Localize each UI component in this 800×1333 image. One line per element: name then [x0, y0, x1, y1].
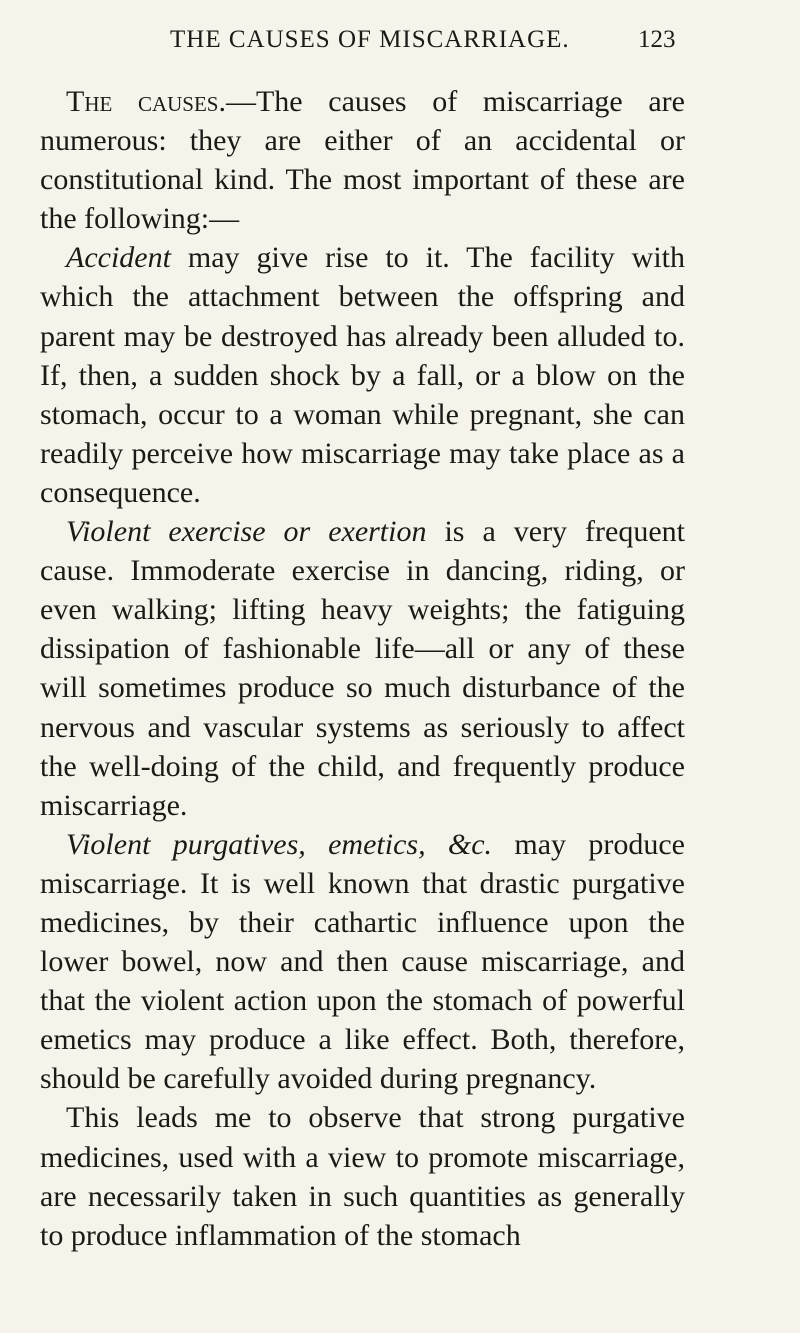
- paragraph-text: —The causes of miscarriage are numerous: they are either of an accidental or constitutional kind. The most important of these are the following:—: [40, 85, 685, 236]
- paragraph-accident: [40, 238, 685, 512]
- running-head: THE CAUSES OF MISCARRIAGE.: [170, 26, 570, 53]
- paragraph-lead-in: The causes.: [66, 85, 226, 118]
- paragraph-lead-in: Violent exercise or exertion: [66, 515, 427, 549]
- paragraph-text: may give rise to it. The facility with which the attachment between the offspring and parent may be destroyed has already been alluded to. If, then, a sudden shock by a fall, or a blow on the stomach, occur to a woman while pregnant, she can readily perceive how miscarriage may take place as a consequence.: [40, 241, 685, 509]
- page-number: 123: [638, 26, 676, 53]
- paragraph-text: may produce miscarriage. It is well known that drastic purgative medicines, by their cathartic influence upon the lower bowel, now and then cause miscarriage, and that the violent action upon the stomach of powerful emetics may produce a like effect. Both, therefore, should be carefully avoided during pregnancy.: [40, 827, 685, 1096]
- paragraph-causes: [40, 82, 685, 238]
- paragraph-lead-in: Accident: [66, 241, 171, 275]
- paragraph-purgative-medicines: [40, 1098, 685, 1254]
- paragraph-violent-exercise: [40, 512, 685, 825]
- paragraph-text: This leads me to observe that strong purgative medicines, used with a view to promote miscarriage, are necessarily taken in such quantities as generally to produce inflammation of the stomach: [40, 1101, 685, 1252]
- paragraph-purgatives: [40, 825, 685, 1099]
- paragraph-text: is a very frequent cause. Immoderate exercise in dancing, riding, or even walking; lifting heavy weights; the fatiguing dissipation of fashionable life—all or any of these will sometimes produce so much disturbance of the nervous and vascular systems as seriously to affect the well-doing of the child, and frequently produce miscarriage.: [40, 515, 685, 822]
- paragraph-lead-in: Violent purgatives, emetics, &c.: [66, 827, 493, 861]
- body-text: [40, 82, 685, 1255]
